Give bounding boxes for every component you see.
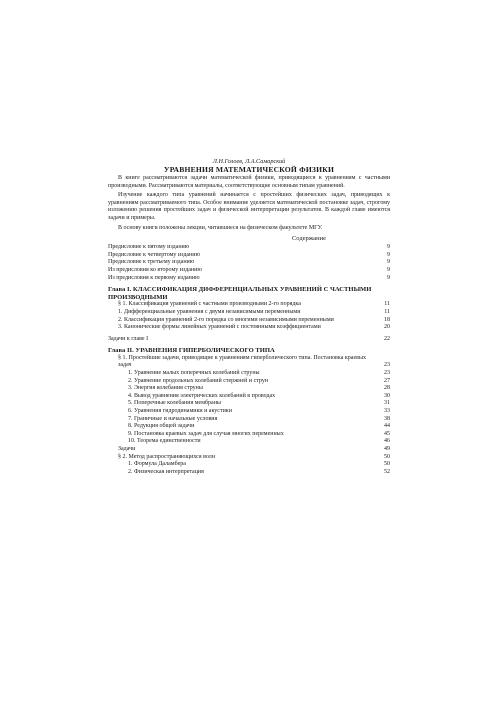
- toc-entry-title: Глава I. КЛАССИФИКАЦИЯ ДИФФЕРЕНЦИАЛЬНЫХ УРАВНЕНИЙ С ЧАСТНЫМИ ПРОИЗВОДНЫМИ: [108, 286, 372, 301]
- toc-entry-title: § 1. Классификация уравнений с частными производными 2-го порядка: [118, 301, 301, 308]
- toc-entry-title: 5. Поперечные колебания мембраны: [128, 400, 221, 407]
- toc-entry[interactable]: [108, 324, 390, 332]
- toc-entry[interactable]: [108, 408, 390, 416]
- toc-entry-title: 1. Уравнение малых поперечных колебаний струны: [128, 370, 260, 377]
- toc-entry-page: 33: [384, 408, 390, 415]
- toc-chapter[interactable]: [108, 286, 390, 301]
- toc-entry-page: 11: [384, 308, 390, 315]
- toc-entry[interactable]: [108, 423, 390, 431]
- toc-entry-title: Глава II. УРАВНЕНИЯ ГИПЕРБОЛИЧЕСКОГО ТИПА: [108, 347, 275, 355]
- toc-heading: Содержание: [291, 235, 327, 243]
- toc-entry-page: 27: [384, 377, 390, 384]
- toc-entry-title: 8. Редукция общей задачи: [128, 423, 195, 430]
- toc-entry-title: Задачи к главе I: [108, 335, 149, 342]
- toc-entry-page: 50: [384, 453, 390, 460]
- toc-entry-title: 4. Вывод уравнения электрических колебаний в проводах: [128, 392, 276, 399]
- toc-entry-page: 50: [384, 461, 390, 468]
- toc-entry-page: 11: [384, 301, 390, 308]
- toc-entry[interactable]: [108, 469, 390, 477]
- toc-entry-page: 30: [384, 392, 390, 399]
- toc-entry-page: 31: [384, 400, 390, 407]
- toc-entry-page: 9: [387, 259, 390, 266]
- toc-entry[interactable]: [108, 244, 390, 252]
- toc-entry-title: Из предисловия ко второму изданию: [108, 266, 202, 273]
- abstract-paragraph-1: В книге рассматриваются задачи математической физики, приводящиеся к уравнениям с частными производными. Рассматриваются материалы, соответствующие основным типам уравнений.: [108, 175, 390, 189]
- abstract-paragraph-2: Изучение каждого типа уравнений начинается с простейших физических задач, приводящих к уравнениям рассматриваемого типа. Особое внимание уделяется математической постановке задач, строгому изложению решения простейших задач и физической интерпретации результатов. В каждой главе имеются задачи и примеры.: [108, 192, 390, 221]
- toc-entry-page: 9: [387, 274, 390, 281]
- toc-entry[interactable]: [108, 400, 390, 408]
- toc-entry-page: 23: [384, 362, 390, 369]
- toc-entry-page: 38: [384, 415, 390, 422]
- toc-entry-page: 23: [384, 370, 390, 377]
- toc-entry-title: 3. Канонические формы линейных уравнений с постоянными коэффициентами: [118, 324, 321, 331]
- toc-entry-page: 9: [387, 251, 390, 258]
- toc-entry[interactable]: [108, 267, 390, 275]
- table-of-contents: [108, 244, 390, 476]
- toc-entry-page: 49: [384, 446, 390, 452]
- toc-entry[interactable]: [108, 309, 390, 317]
- toc-entry-title: 10. Теорема единственности: [128, 438, 201, 445]
- toc-entry-title: Предисловие к третьему изданию: [108, 259, 195, 266]
- abstract-paragraph-3: В основу книги положены лекции, читавшиеся на физическом факультете МГУ.: [118, 224, 323, 231]
- toc-entry-page: 45: [384, 430, 390, 437]
- toc-entry-title: 3. Энергия колебания струны: [128, 385, 203, 392]
- toc-entry-title: 6. Уравнения гидродинамики и акустики: [128, 408, 232, 415]
- toc-entry-title: 9. Постановка краевых задач для случая многих переменных: [128, 430, 284, 437]
- toc-entry-title: § 2. Метод распространяющихся волн: [118, 453, 216, 460]
- toc-entry-page: 18: [384, 316, 390, 323]
- toc-entry[interactable]: [108, 259, 390, 267]
- toc-entry[interactable]: [108, 446, 390, 454]
- toc-entry[interactable]: [108, 301, 390, 309]
- toc-entry-title: Предисловие к четвертому изданию: [108, 251, 200, 258]
- toc-entry-title: Задачи: [118, 446, 136, 452]
- toc-entry[interactable]: [108, 317, 390, 325]
- toc-entry-title: 7. Граничные и начальные условия: [128, 415, 218, 422]
- toc-entry[interactable]: [108, 275, 390, 283]
- toc-entry-page: 46: [384, 438, 390, 445]
- toc-entry[interactable]: [108, 438, 390, 446]
- toc-entry[interactable]: [108, 336, 390, 344]
- toc-entry-title: Из предисловия к первому изданию: [108, 274, 200, 281]
- toc-entry-page: 9: [387, 244, 390, 251]
- toc-entry-page: 22: [384, 335, 390, 342]
- toc-entry-page: 28: [384, 385, 390, 392]
- toc-entry-page: 44: [384, 423, 390, 430]
- toc-entry-page: 20: [384, 324, 390, 331]
- toc-entry[interactable]: [108, 355, 390, 370]
- toc-entry[interactable]: [108, 370, 390, 378]
- toc-entry-title: 1. Дифференциальные уравнения с двумя независимыми переменными: [118, 308, 301, 315]
- toc-entry-page: 9: [387, 266, 390, 273]
- book-title: УРАВНЕНИЯ МАТЕМАТИЧЕСКОЙ ФИЗИКИ: [163, 165, 335, 174]
- toc-chapter[interactable]: [108, 347, 390, 355]
- toc-entry-title: 1. Формула Даламбера: [128, 461, 186, 468]
- toc-entry[interactable]: [108, 252, 390, 260]
- authors: Л.Н.Голоев, Л.А.Самарский: [212, 158, 286, 165]
- toc-entry-title: § 1. Простейшие задачи, приводящие к уравнениям гиперболического типа. Постановка краевых задач: [118, 354, 366, 369]
- toc-entry-title: 2. Физическая интерпретация: [128, 468, 204, 475]
- toc-entry-title: 2. Классификация уравнений 2-го порядка со многими независимыми переменными: [118, 316, 334, 323]
- toc-entry-page: 52: [384, 468, 390, 475]
- toc-entry[interactable]: [108, 461, 390, 469]
- toc-entry[interactable]: [108, 385, 390, 393]
- toc-entry-title: Предисловие к пятому изданию: [108, 244, 190, 251]
- book-page: [108, 158, 390, 476]
- toc-entry-title: 2. Уравнение продольных колебаний стержней и струн: [128, 377, 269, 384]
- toc-entry[interactable]: [108, 431, 390, 439]
